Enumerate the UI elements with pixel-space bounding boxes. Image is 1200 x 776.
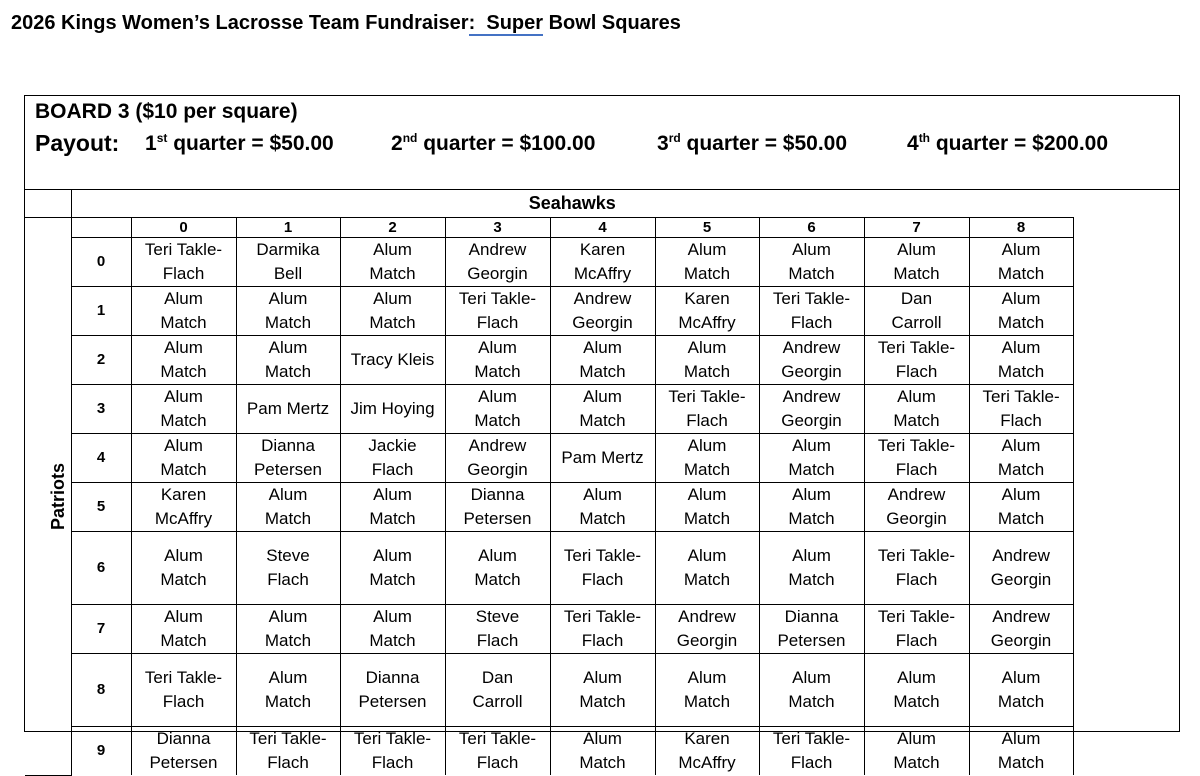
square-cell [550,237,655,286]
square-name: Andrew Georgin [676,606,738,650]
square-name: Teri Takle- Flach [353,728,432,772]
square-name: Alum Match [369,606,416,650]
square-cell [550,335,655,384]
square-cell [445,384,550,433]
square-name: Alum Match [160,606,207,650]
square-cell [340,531,445,604]
square-name: Alum Match [997,728,1045,772]
square-name: Alum Match [997,435,1045,479]
square-cell [445,531,550,604]
square-name: Alum Match [579,667,626,711]
square-cell [759,286,864,335]
grid-row [25,433,1073,482]
square-cell [864,433,969,482]
square-name: Karen McAffry [678,288,736,332]
square-cell [969,653,1073,726]
square-name: Tracy Kleis [350,349,435,369]
square-name: Karen McAffry [573,239,632,283]
payout-q4: 4th quarter = $200.00 [907,131,1109,155]
square-cell [131,531,236,604]
row-number: 7 [71,604,131,653]
square-name: Alum Match [893,728,940,772]
grid-row [25,237,1073,286]
square-cell [969,237,1073,286]
grid-row [25,604,1073,653]
square-cell [340,653,445,726]
square-name: Alum Match [997,288,1045,332]
square-cell [969,482,1073,531]
square-cell [550,653,655,726]
payout-label: Payout: [35,130,120,156]
square-name: Alum Match [160,337,207,381]
square-cell [445,335,550,384]
square-cell [759,237,864,286]
row-number: 3 [71,384,131,433]
square-name: Andrew Georgin [781,386,842,430]
column-number: 1 [236,217,340,237]
square-cell [131,384,236,433]
square-cell [969,384,1073,433]
title-text-end: Bowl Squares [543,12,681,34]
square-name: Alum Match [683,239,731,283]
column-number: 4 [550,217,655,237]
square-cell [236,653,340,726]
grid-row [25,653,1073,726]
square-name: Andrew Georgin [990,545,1052,589]
square-name: Alum Match [369,288,416,332]
square-name: Dianna Petersen [149,728,218,772]
square-name: Dianna Petersen [358,667,427,711]
square-name: Alum Match [264,484,312,528]
square-cell [864,286,969,335]
square-cell [236,384,340,433]
square-cell [655,726,759,775]
square-cell [236,237,340,286]
square-cell [236,433,340,482]
square-cell [969,531,1073,604]
square-cell [550,384,655,433]
square-cell [131,482,236,531]
grid-row [25,482,1073,531]
row-number: 1 [71,286,131,335]
square-cell [445,433,550,482]
square-name: Alum Match [683,484,731,528]
square-name: Steve Flach [475,606,520,650]
square-name: Teri Takle- Flach [144,667,223,711]
square-cell [864,482,969,531]
square-name: Alum Match [160,288,207,332]
square-name: Teri Takle- Flach [877,545,956,589]
title-text: 2026 Kings Women’s Lacrosse Team Fundraiser [11,12,469,34]
square-name: Karen McAffry [678,728,736,772]
square-name: Teri Takle- Flach [772,728,851,772]
square-name: Alum Match [893,239,940,283]
square-cell [969,286,1073,335]
square-cell [131,286,236,335]
row-number: 0 [71,237,131,286]
square-name: Alum Match [579,337,626,381]
square-cell [759,653,864,726]
row-number: 8 [71,653,131,726]
title-underlined-text: : Super [468,12,544,34]
square-cell [655,335,759,384]
square-cell [759,433,864,482]
square-name: Alum Match [160,386,207,430]
square-name: Alum Match [683,545,731,589]
board-name: BOARD 3 ($10 per square) [35,100,298,123]
square-name: Alum Match [579,386,626,430]
column-number: 6 [759,217,864,237]
square-cell [759,384,864,433]
row-team-name: Patriots [48,462,69,530]
square-name: Alum Match [893,667,940,711]
square-name: Steve Flach [266,545,310,589]
row-number: 9 [71,726,131,775]
square-name: Jim Hoying [350,398,435,418]
square-cell [864,384,969,433]
square-name: Alum Match [683,435,731,479]
square-name: Alum Match [474,337,521,381]
square-name: Alum Match [997,667,1045,711]
square-name: Teri Takle- Flach [458,728,537,772]
square-cell [340,482,445,531]
square-name: Karen McAffry [154,484,213,528]
row-number: 5 [71,482,131,531]
column-number: 5 [655,217,759,237]
square-cell [655,237,759,286]
payout-q2: 2nd quarter = $100.00 [391,131,596,155]
square-cell [236,335,340,384]
row-number: 4 [71,433,131,482]
square-cell [655,531,759,604]
square-name: Pam Mertz [561,447,644,467]
payout-q1: 1st quarter = $50.00 [145,131,334,155]
square-name: Alum Match [788,484,835,528]
square-cell [655,653,759,726]
square-cell [131,653,236,726]
square-cell [340,604,445,653]
square-cell [969,726,1073,775]
square-cell [864,726,969,775]
row-number: 6 [71,531,131,604]
square-name: Teri Takle- Flach [877,435,956,479]
column-number: 3 [445,217,550,237]
row-number: 2 [71,335,131,384]
square-cell [655,604,759,653]
square-name: Teri Takle- Flach [563,606,642,650]
square-cell [131,604,236,653]
document-title [11,12,681,35]
column-team-name: Seahawks [71,190,1073,217]
square-cell [759,482,864,531]
square-name: Alum Match [369,239,416,283]
column-number: 2 [340,217,445,237]
square-name: Dianna Petersen [253,435,323,479]
square-cell [445,726,550,775]
square-name: Alum Match [160,435,207,479]
square-cell [864,335,969,384]
square-cell [340,286,445,335]
grid-row [25,531,1073,604]
square-name: Alum Match [788,435,835,479]
square-cell [969,604,1073,653]
row-team-cell [25,217,71,775]
square-name: Dianna Petersen [777,606,846,650]
grid-row [25,726,1073,775]
column-number: 0 [131,217,236,237]
square-cell [445,482,550,531]
square-cell [759,335,864,384]
square-name: Andrew Georgin [781,337,842,381]
square-cell [655,384,759,433]
square-cell [655,433,759,482]
square-cell [550,726,655,775]
square-name: Andrew Georgin [467,239,528,283]
square-name: Andrew Georgin [886,484,947,528]
square-name: Jackie Flach [368,435,417,479]
square-cell [550,433,655,482]
square-name: Pam Mertz [246,398,330,418]
square-cell [236,482,340,531]
squares-board [24,95,1180,772]
square-cell [340,335,445,384]
square-name: Alum Match [579,728,626,772]
square-cell [445,237,550,286]
square-name: Teri Takle- Flach [249,728,327,772]
squares-grid [25,190,1073,776]
square-name: Teri Takle- Flach [458,288,537,332]
square-cell [550,286,655,335]
square-cell [864,531,969,604]
square-name: Andrew Georgin [572,288,633,332]
square-cell [864,604,969,653]
square-name: Alum Match [474,545,521,589]
square-cell [340,726,445,775]
square-cell [445,653,550,726]
square-name: Dan Carroll [891,288,942,332]
square-cell [236,726,340,775]
square-cell [550,482,655,531]
square-name: Alum Match [997,484,1045,528]
square-name: Alum Match [893,386,940,430]
square-name: Alum Match [683,337,731,381]
square-name: Teri Takle- Flach [982,386,1060,430]
square-name: Alum Match [264,667,312,711]
square-cell [236,531,340,604]
grid-row [25,286,1073,335]
corner-cell [25,190,71,217]
square-name: Alum Match [788,667,835,711]
square-cell [131,433,236,482]
square-name: Teri Takle- Flach [668,386,746,430]
square-name: Dianna Petersen [463,484,532,528]
grid-row [25,335,1073,384]
square-name: Teri Takle- Flach [772,288,851,332]
square-name: Andrew Georgin [990,606,1052,650]
square-cell [864,653,969,726]
square-cell [131,237,236,286]
square-name: Alum Match [160,545,207,589]
board-header [25,96,1179,190]
square-cell [759,726,864,775]
square-cell [131,726,236,775]
square-cell [340,384,445,433]
number-corner-cell [71,217,131,237]
square-cell [864,237,969,286]
square-name: Teri Takle- Flach [563,545,642,589]
grid-row [25,384,1073,433]
square-cell [236,604,340,653]
square-cell [759,531,864,604]
square-cell [759,604,864,653]
square-cell [655,286,759,335]
square-name: Andrew Georgin [467,435,528,479]
square-name: Darmika Bell [256,239,320,283]
square-name: Alum Match [264,606,312,650]
square-name: Alum Match [369,545,416,589]
square-name: Teri Takle- Flach [877,337,956,381]
square-name: Teri Takle- Flach [877,606,956,650]
square-name: Alum Match [788,545,835,589]
square-name: Alum Match [264,337,312,381]
square-name: Alum Match [474,386,521,430]
square-cell [969,433,1073,482]
square-name: Alum Match [997,337,1045,381]
square-cell [340,237,445,286]
column-number: 8 [969,217,1073,237]
square-cell [445,604,550,653]
square-name: Alum Match [997,239,1045,283]
square-name: Teri Takle- Flach [144,239,223,283]
square-cell [655,482,759,531]
square-cell [131,335,236,384]
square-cell [550,604,655,653]
square-name: Alum Match [683,667,731,711]
square-cell [236,286,340,335]
square-name: Alum Match [579,484,626,528]
square-name: Alum Match [264,288,312,332]
square-cell [969,335,1073,384]
square-name: Alum Match [369,484,416,528]
square-name: Dan Carroll [472,667,523,711]
square-cell [550,531,655,604]
column-number: 7 [864,217,969,237]
square-cell [340,433,445,482]
square-cell [445,286,550,335]
square-name: Alum Match [788,239,835,283]
payout-q3: 3rd quarter = $50.00 [657,131,848,155]
